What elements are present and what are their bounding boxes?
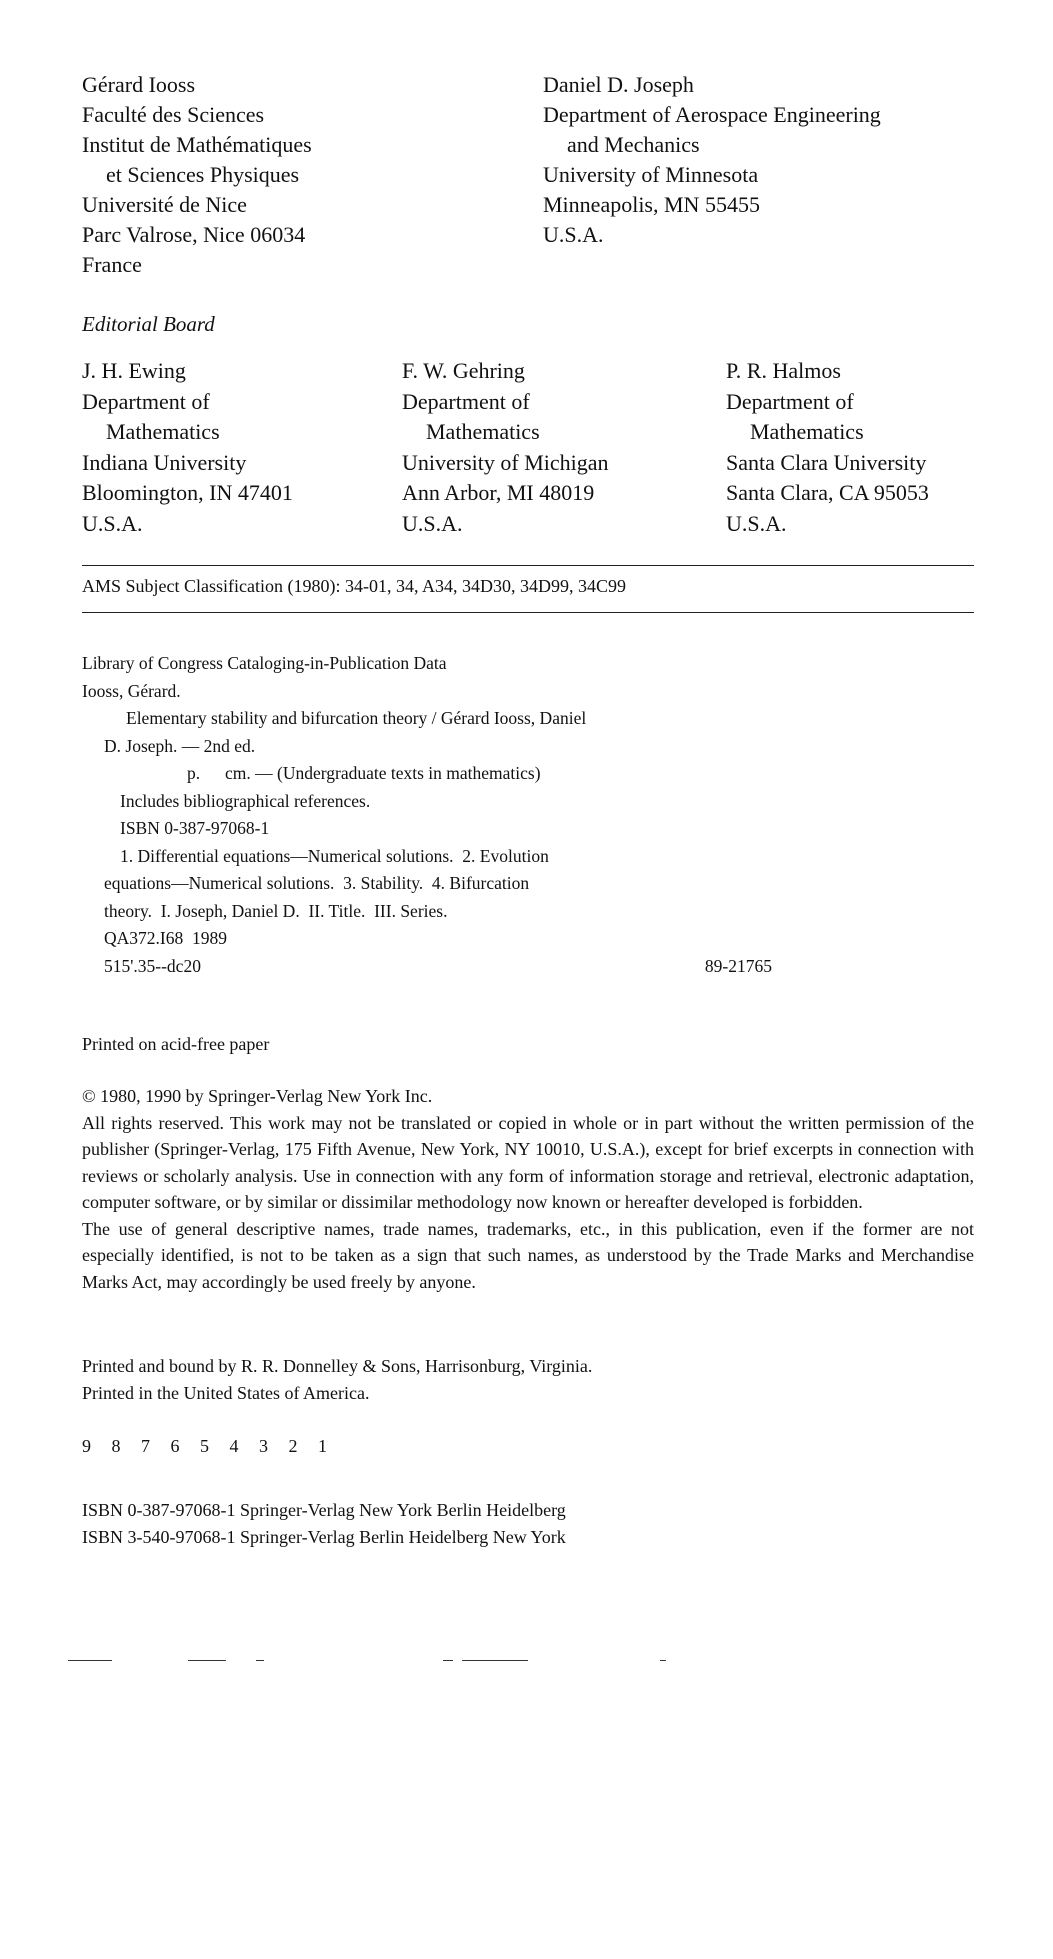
isbn-line: ISBN 0-387-97068-1 Springer-Verlag New York Berlin Heidelberg: [82, 1500, 566, 1520]
cip-pages: p.: [187, 763, 201, 783]
address-line: France: [82, 252, 142, 277]
editor-name: F. W. Gehring: [402, 358, 525, 383]
editor-line: Department of: [726, 388, 854, 414]
stray-mark: [443, 1660, 453, 1661]
address-line: Minneapolis, MN 55455: [543, 192, 760, 217]
cip-classification-row: [82, 953, 772, 981]
editor-line: Mathematics: [106, 419, 220, 444]
editor-line: Ann Arbor, MI 48019: [402, 480, 595, 505]
editor-line: Bloomington, IN 47401: [82, 480, 293, 505]
editor-line: U.S.A.: [402, 510, 463, 536]
author-joseph-address: [543, 70, 881, 250]
trademark-paragraph: The use of general descriptive names, trade names, trademarks, etc., in this publication, even if the former are not especially identified, is not to be taken as a sign that such names, as understood by the Trade Marks and Merchandise Marks Act, may accordingly be used freely by anyone.: [82, 1218, 974, 1292]
author-name: Daniel D. Joseph: [543, 72, 694, 97]
stray-mark: [462, 1660, 528, 1661]
stray-mark: [68, 1660, 112, 1661]
rights-paragraph: All rights reserved. This work may not be translated or copied in whole or in part without the written permission of the publisher (Springer-Verlag, 175 Fifth Avenue, New York, NY 10010, U.S.A.), except for brief excerpts in connection with reviews or scholarly analysis. Use in connection with any form of information storage and retrieval, electronic adaptation, computer software, or by similar or dissimilar methodology now known or hereafter developed is forbidden.: [82, 1112, 974, 1212]
address-line: Parc Valrose, Nice 06034: [82, 222, 306, 247]
divider: [82, 612, 974, 613]
editor-name: J. H. Ewing: [82, 358, 186, 383]
country-line: Printed in the United States of America.: [82, 1383, 370, 1403]
editor-halmos: [726, 356, 929, 539]
editor-line: Santa Clara, CA 95053: [726, 480, 929, 505]
cip-title: D. Joseph. — 2nd ed.: [104, 735, 256, 756]
editorial-board-title: Editorial Board: [82, 312, 215, 336]
editor-gehring: [402, 356, 609, 539]
cip-title: Elementary stability and bifurcation theory / Gérard Iooss, Daniel: [126, 708, 587, 728]
stray-mark: [660, 1660, 666, 1661]
printer-line: Printed and bound by R. R. Donnelley & Sons, Harrisonburg, Virginia.: [82, 1356, 593, 1376]
address-line: Faculté des Sciences: [82, 102, 265, 127]
cip-heading: Library of Congress Cataloging-in-Publication Data: [82, 653, 447, 673]
copyright-line: © 1980, 1990 by Springer-Verlag New York Inc.: [82, 1086, 433, 1106]
isbn-line: ISBN 3-540-97068-1 Springer-Verlag Berlin Heidelberg New York: [82, 1527, 566, 1547]
author-name: Gérard Iooss: [82, 72, 196, 97]
address-line: et Sciences Physiques: [106, 162, 300, 187]
editor-line: Department of: [402, 388, 530, 414]
editor-line: U.S.A.: [726, 510, 787, 536]
editor-line: U.S.A.: [82, 510, 143, 536]
address-line: Institut de Mathématiques: [82, 132, 312, 157]
address-line: University of Minnesota: [543, 162, 759, 187]
ams-classification: AMS Subject Classification (1980): 34-01, 34, A34, 34D30, 34D99, 34C99: [82, 576, 626, 596]
editor-line: Indiana University: [82, 449, 247, 475]
cip-lccn: 89-21765: [704, 955, 772, 976]
copyright-notice: [82, 1083, 974, 1295]
editor-line: Department of: [82, 388, 210, 414]
acid-free-note: Printed on acid-free paper: [82, 1034, 270, 1054]
cip-subjects: equations—Numerical solutions. 3. Stability. 4. Bifurcation: [104, 873, 530, 893]
cip-dewey: 515'.35--dc20: [104, 955, 201, 976]
cip-subjects: theory. I. Joseph, Daniel D. II. Title. III. Series.: [104, 900, 448, 921]
cip-subjects: 1. Differential equations—Numerical solutions. 2. Evolution: [120, 845, 549, 866]
divider: [82, 565, 974, 566]
stray-mark: [188, 1660, 226, 1661]
cip-series: cm. — (Undergraduate texts in mathematics): [225, 763, 541, 783]
editor-line: University of Michigan: [402, 449, 609, 475]
cip-collation: [82, 760, 782, 788]
scan-artifact-marks: [0, 1660, 1053, 1664]
author-iooss-address: [82, 70, 312, 280]
editor-name: P. R. Halmos: [726, 358, 841, 383]
print-run-numbers: 9 8 7 6 5 4 3 2 1: [82, 1436, 335, 1456]
editor-line: Mathematics: [426, 419, 540, 444]
printer-info: [82, 1353, 592, 1407]
cip-call-number: QA372.I68 1989: [104, 928, 227, 948]
address-line: and Mechanics: [567, 132, 700, 157]
address-line: Université de Nice: [82, 192, 247, 217]
cip-data-block: [82, 650, 782, 980]
address-line: U.S.A.: [543, 222, 604, 247]
cip-author: Iooss, Gérard.: [82, 680, 181, 701]
isbn-list: [82, 1497, 566, 1551]
address-line: Department of Aerospace Engineering: [543, 102, 881, 127]
editor-line: Mathematics: [750, 419, 864, 444]
cip-note: Includes bibliographical references.: [120, 790, 371, 811]
editor-line: Santa Clara University: [726, 449, 927, 475]
stray-mark: [256, 1660, 264, 1661]
cip-isbn: ISBN 0-387-97068-1: [120, 818, 270, 838]
editor-ewing: [82, 356, 293, 539]
